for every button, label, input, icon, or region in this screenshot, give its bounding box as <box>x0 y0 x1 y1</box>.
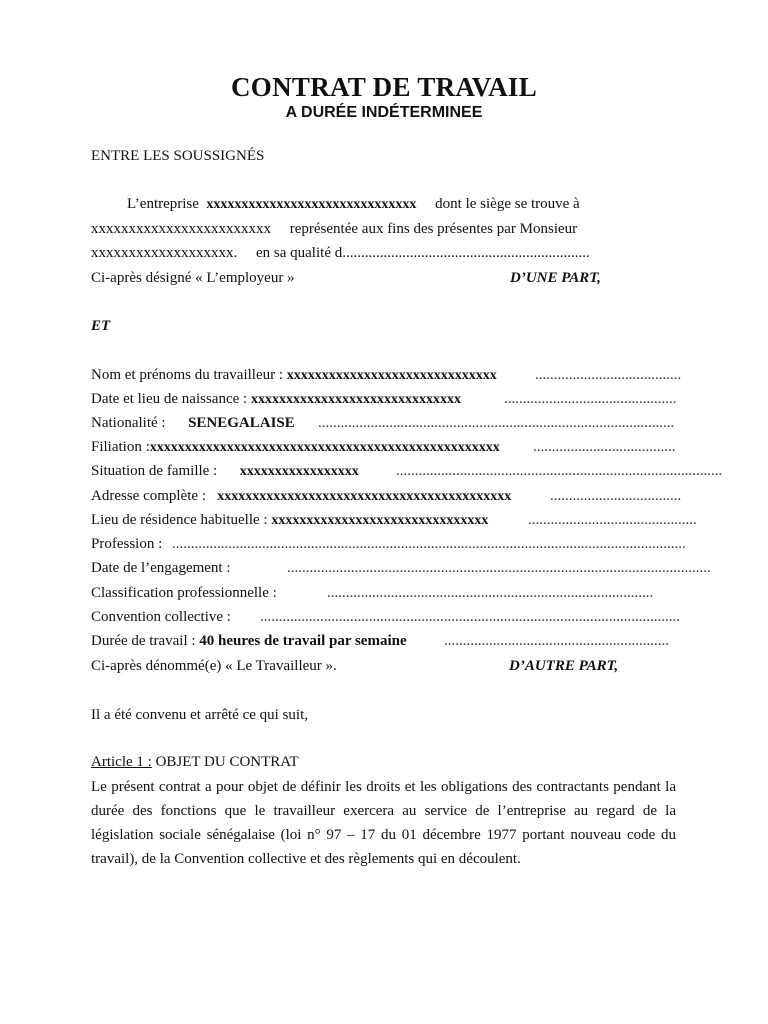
field-label: Date de l’engagement : <box>91 560 231 576</box>
article-1-label: Article 1 : <box>91 754 152 770</box>
document-title: CONTRAT DE TRAVAIL <box>231 72 537 102</box>
field-value: SENEGALAISE <box>188 415 295 431</box>
field-value: xxxxxxxxxxxxxxxxxxxxxxxxxxxxxxxxxxxxxxxxxx <box>217 489 512 504</box>
field-dots: ....................................... <box>535 367 682 383</box>
field-value: xxxxxxxxxxxxxxxxxxxxxxxxxxxxxx <box>286 368 497 383</box>
field-label: Convention collective : <box>91 609 231 625</box>
employer-line-2 <box>91 219 577 239</box>
field-row <box>91 389 461 410</box>
field-row <box>91 583 277 603</box>
field-row <box>91 365 497 386</box>
employer-seat-label: dont le siège se trouve à <box>435 196 580 212</box>
field-dots: ......................................................................................................................................... <box>172 536 686 552</box>
field-value: xxxxxxxxxxxxxxxxxxxxxxxxxxxxxxxxxxxxxxxxxxxxxxxxxx <box>149 440 500 455</box>
et-label: ET <box>91 318 111 334</box>
field-row <box>91 461 359 482</box>
employer-represented-label: représentée aux fins des présentes par Monsieur <box>289 221 578 237</box>
parties-heading: ENTRE LES SOUSSIGNÉS <box>91 148 265 164</box>
field-label: Nationalité : <box>91 415 166 431</box>
employer-line-1 <box>127 194 580 215</box>
article-1-title: OBJET DU CONTRAT <box>155 754 299 770</box>
field-dots: ................................................................................................................. <box>287 560 711 576</box>
worker-designation: Ci-après dénommé(e) « Le Travailleur ». <box>91 658 337 674</box>
field-label: Durée de travail : <box>91 633 196 649</box>
field-dots: ............................................. <box>528 512 697 528</box>
field-label: Date et lieu de naissance : <box>91 391 248 407</box>
field-label: Filiation : <box>91 439 150 455</box>
employer-line-4 <box>91 268 295 288</box>
document-subtitle: A DURÉE INDÉTERMINEE <box>285 104 483 121</box>
field-label: Profession : <box>91 536 163 552</box>
employer-line-3 <box>91 243 590 263</box>
employer-quality-dots: .................................................................. <box>342 245 590 261</box>
employer-representative: xxxxxxxxxxxxxxxxxxx. <box>91 245 238 261</box>
field-value: xxxxxxxxxxxxxxxxxxxxxxxxxxxxxxx <box>271 513 489 528</box>
field-label: Nom et prénoms du travailleur : <box>91 367 284 383</box>
employer-prefix: L’entreprise <box>127 196 199 212</box>
worker-part-label: D’AUTRE PART, <box>509 658 619 674</box>
field-dots: ............................................................ <box>444 633 669 649</box>
field-row <box>91 534 162 554</box>
field-dots: ............................................................................................... <box>318 415 675 431</box>
field-row <box>91 437 500 458</box>
field-dots: ....................................................................................... <box>327 585 654 601</box>
field-row <box>91 413 295 433</box>
field-dots: ...................................... <box>533 439 676 455</box>
agreement-statement: Il a été convenu et arrêté ce qui suit, <box>91 707 308 723</box>
field-row <box>91 607 231 627</box>
field-dots: .............................................. <box>504 391 677 407</box>
field-dots: ....................................................................................... <box>396 463 723 479</box>
field-label: Adresse complète : <box>91 488 206 504</box>
employer-designation: Ci-après désigné « L’employeur » <box>91 270 295 286</box>
field-dots: ................................... <box>550 488 682 504</box>
field-row <box>91 558 231 578</box>
field-dots: ................................................................................................................ <box>260 609 680 625</box>
field-label: Lieu de résidence habituelle : <box>91 512 268 528</box>
article-1-heading <box>91 752 299 772</box>
field-row <box>91 510 488 531</box>
field-label: Classification professionnelle : <box>91 585 277 601</box>
employer-name: xxxxxxxxxxxxxxxxxxxxxxxxxxxxxx <box>206 197 417 212</box>
employer-quality-label: en sa qualité d <box>256 245 343 261</box>
field-row <box>91 486 511 507</box>
field-value: 40 heures de travail par semaine <box>199 633 407 649</box>
employer-address: xxxxxxxxxxxxxxxxxxxxxxxx <box>91 221 271 237</box>
article-1-body: Le présent contrat a pour objet de définir les droits et les obligations des contractants pendant la durée des fonctions que le travailleur exercera au service de l’entreprise au regard de la législation sociale sénégalaise (loi n° 97 – 17 du 01 décembre 1977 portant nouveau code du travail), de la Convention collective et des règlements qui en découlent. <box>91 779 676 867</box>
field-row <box>91 631 407 651</box>
employer-part-label: D’UNE PART, <box>510 270 601 286</box>
field-label: Situation de famille : <box>91 463 218 479</box>
field-value: xxxxxxxxxxxxxxxxxxxxxxxxxxxxxx <box>250 392 461 407</box>
field-value: xxxxxxxxxxxxxxxxx <box>239 464 359 479</box>
